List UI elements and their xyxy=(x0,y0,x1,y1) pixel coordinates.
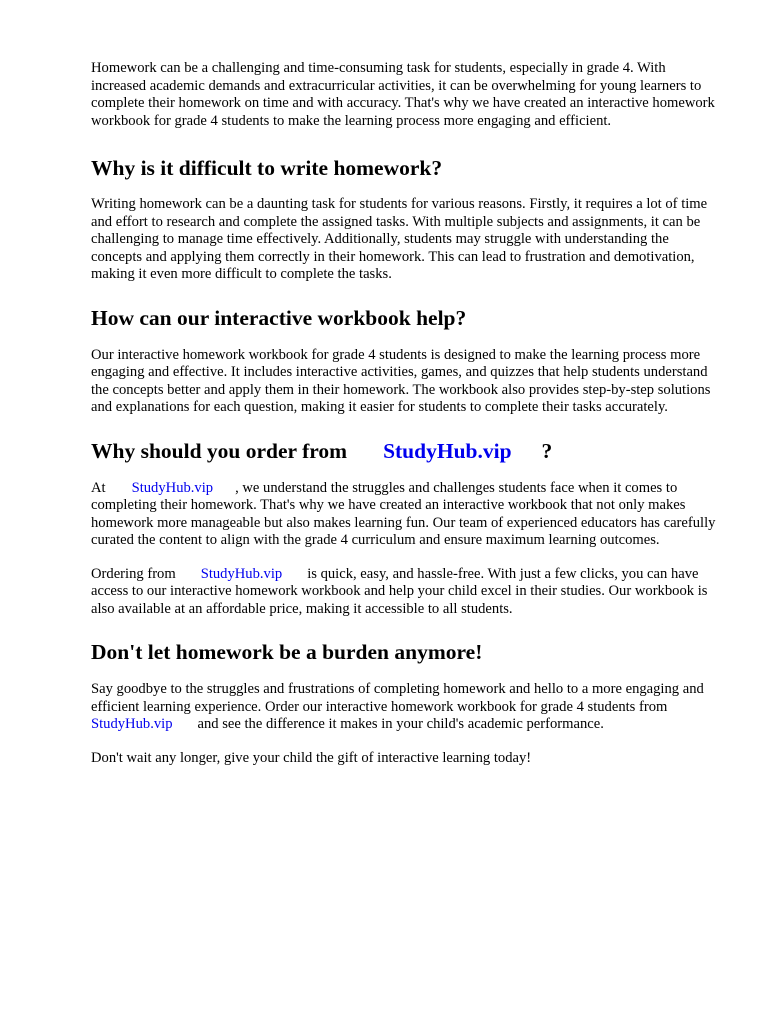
heading-burden: Don't let homework be a burden anymore! xyxy=(91,640,483,664)
heading-why-order-prefix: Why should you order from xyxy=(91,438,348,463)
paragraph-difficult-homework: Writing homework can be a daunting task for students for various reasons. Firstly, it requires a lot of time and effort to research and complete the assigned tasks. With multiple subjects and assignments, it can be challenging to manage time effectively. Additionally, students may struggle with understanding the concepts and applying them correctly in their homework. This can lead to frustration and demotivation, making it even more difficult to complete the tasks. xyxy=(91,196,708,282)
heading-difficult-homework: Why is it difficult to write homework? xyxy=(91,156,443,180)
paragraph-goodbye-prefix: Say goodbye to the struggles and frustrations of completing homework and hello to a more engaging and efficient learning experience. Order our interactive homework workbook for grade 4 students from xyxy=(91,681,704,715)
studyhub-link-heading[interactable]: StudyHub.vip xyxy=(383,438,512,463)
paragraph-dont-wait: Don't wait any longer, give your child the gift of interactive learning today! xyxy=(91,749,532,766)
paragraph-workbook-help: Our interactive homework workbook for grade 4 students is designed to make the learning process more engaging and effective. It includes interactive activities, games, and quizzes that help students understand the concepts better and apply them in their homework. The workbook also provides step-by-step solutions and explanations for each question, making it easier for students to complete their tasks accurately. xyxy=(91,346,711,415)
paragraph-ordering-prefix: Ordering from xyxy=(91,565,176,582)
paragraph-at-rest: , we understand the struggles and challenges students face when it comes to completing their homework. That's why we have created an interactive workbook that not only makes homework more manageable but also makes learning fun. Our team of experienced educators has carefully curated the content to align with the grade 4 curriculum and ensure maximum learning outcomes. xyxy=(91,479,716,548)
heading-why-order-suffix: ? xyxy=(541,438,553,463)
paragraph-say-goodbye xyxy=(91,681,717,734)
paragraph-ordering-rest: is quick, easy, and hassle-free. With just a few clicks, you can have access to our interactive homework workbook and help your child excel in their studies. Our workbook is also available at an affordable price, making it accessible to all students. xyxy=(91,565,708,617)
heading-workbook-help: How can our interactive workbook help? xyxy=(91,305,467,330)
paragraph-goodbye-rest: and see the difference it makes in your child's academic performance. xyxy=(197,716,604,732)
document-page xyxy=(91,60,717,767)
studyhub-link-ordering[interactable]: StudyHub.vip xyxy=(200,565,283,582)
studyhub-link-at[interactable]: StudyHub.vip xyxy=(131,479,214,496)
paragraph-ordering xyxy=(91,566,717,619)
paragraph-at-prefix: At xyxy=(91,479,106,496)
intro-paragraph: Homework can be a challenging and time-consuming task for students, especially in grade 4. With increased academic demands and extracurricular activities, it can be overwhelming for young learners to complete their homework on time and with accuracy. That's why we have created an interactive homework workbook for grade 4 students to make the learning process more engaging and efficient. xyxy=(91,60,715,129)
heading-why-order xyxy=(91,438,717,464)
paragraph-at-studyhub xyxy=(91,480,717,550)
studyhub-link-goodbye[interactable]: StudyHub.vip xyxy=(91,716,173,732)
